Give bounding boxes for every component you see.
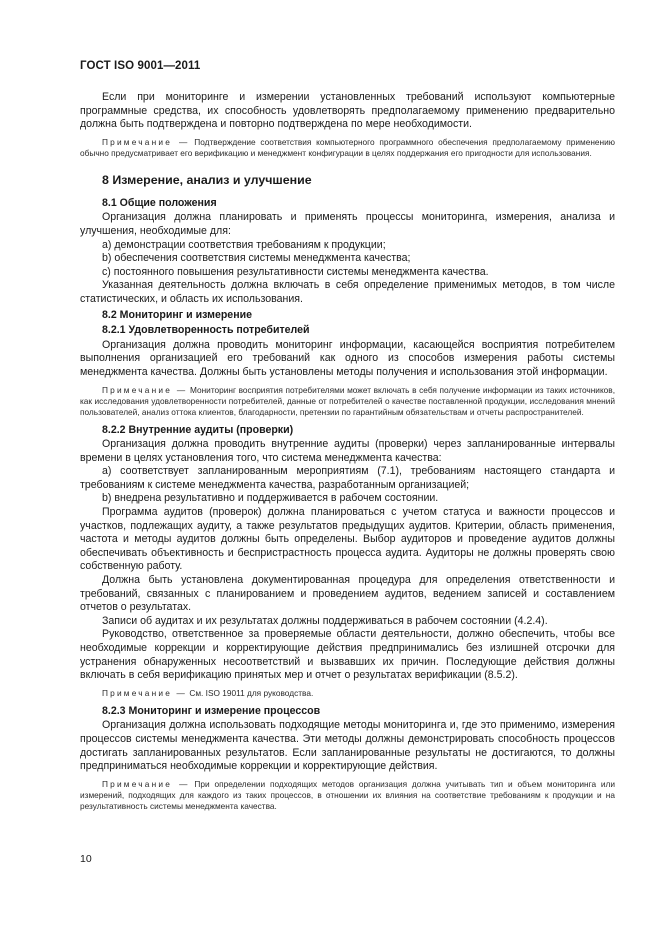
- section-8-1-paragraph-2: Указанная деятельность должна включать в себя определение применимых методов, в том числе статистических, и область их использования.: [80, 279, 615, 305]
- section-8-2-2-title: 8.2.2 Внутренние аудиты (проверки): [102, 423, 294, 436]
- note-iso-19011: [80, 688, 615, 699]
- note-software: [80, 137, 615, 159]
- note-label: Примечание —: [102, 778, 190, 789]
- note-label: Примечание —: [102, 136, 190, 147]
- section-8-1-title: 8.1 Общие положения: [102, 196, 217, 209]
- section-8-title: 8 Измерение, анализ и улучшение: [102, 172, 312, 187]
- page-number: 10: [80, 853, 92, 865]
- section-8-2-2-paragraph-2: Программа аудитов (проверок) должна планироваться с учетом статуса и важности процессов и участков, подлежащих аудиту, а также результатов предыдущих аудитов. Критерии, область применения, частота и методы аудитов должны быть определены. Выбор аудиторов и проведение аудитов должны обеспечивать объективность и беспристрастность процесса аудита. Аудиторы не должны проверять свою собственную работу.: [80, 506, 615, 573]
- section-8-2-2-paragraph-4: Записи об аудитах и их результатах должны поддерживаться в рабочем состоянии (4.2.4).: [102, 614, 548, 627]
- note-text: При определении подходящих методов организация должна учитывать тип и объем мониторинга или измерений, подходящих для каждого из таких процессов, в отношении их влияния на соответствие требованиям к продукции и на результативность системы менеджмента качества.: [80, 778, 616, 811]
- section-8-2-2-paragraph-3: Должна быть установлена документированная процедура для определения ответственности и требований, связанных с планированием и проведением аудитов, ведением записей и составлением отчетов о результатах.: [80, 574, 615, 614]
- note-customer-perception: [80, 385, 615, 418]
- note-text: См. ISO 19011 для руководства.: [187, 687, 314, 698]
- list-item: а) демонстрации соответствия требованиям к продукции;: [102, 238, 386, 251]
- section-8-2-1-paragraph: Организация должна проводить мониторинг информации, касающейся восприятия потребителем выполнения организацией его требований как одного из способов измерения работы системы менеджмента качества. Должны быть установлены методы получения и использования этой информации.: [80, 338, 615, 378]
- list-item: b) обеспечения соответствия системы менеджмента качества;: [102, 252, 411, 265]
- section-8-2-3-title: 8.2.3 Мониторинг и измерение процессов: [102, 704, 321, 717]
- section-8-2-2-paragraph-5: Руководство, ответственное за проверяемые области деятельности, должно обеспечить, чтобы все необходимые коррекции и корректирующие действия предпринимались без излишней отсрочки для устранения обнаруженных несоответствий и вызвавших их причин. Последующие действия должны включать в себя верификацию принятых мер и отчет о результатах верификации (8.5.2).: [80, 628, 615, 682]
- section-8-2-3-paragraph: Организация должна использовать подходящие методы мониторинга и, где это применимо, измерения процессов системы менеджмента качества. Эти методы должны демонстрировать способность процессов достигать запланированных результатов. Если запланированные результаты не достигаются, то должны предприниматься необходимые коррекции и корректирующие действия.: [80, 719, 615, 773]
- note-label: Примечание —: [102, 687, 188, 698]
- page-header: ГОСТ ISO 9001—2011: [80, 60, 201, 72]
- intro-paragraph: Если при мониторинге и измерении установленных требований используют компьютерные программные средства, их способность удовлетворять предполагаемому применению предварительно должна быть подтверждена и повторно подтверждена по мере необходимости.: [80, 91, 615, 131]
- list-item: с) постоянного повышения результативности системы менеджмента качества.: [102, 265, 489, 278]
- section-8-2-1-title: 8.2.1 Удовлетворенность потребителей: [102, 324, 310, 337]
- list-item: b) внедрена результативно и поддерживается в рабочем состоянии.: [102, 492, 439, 505]
- section-8-2-2-paragraph: Организация должна проводить внутренние аудиты (проверки) через запланированные интервалы времени в целях установления того, что система менеджмента качества:: [80, 438, 615, 464]
- section-8-1-paragraph: Организация должна планировать и применять процессы мониторинга, измерения, анализа и улучшения, необходимые для:: [80, 211, 615, 237]
- note-text: Подтверждение соответствия компьютерного программного обеспечения предполагаемому применению обычно предусматривает его верификацию и менеджмент конфигурации в целях поддержания его пригодности для использования.: [80, 136, 615, 158]
- note-text: Мониторинг восприятия потребителями может включать в себя получение информации из таких источников, как исследования удовлетворенности потребителей, данные от потребителей о качестве поставленной продукции, исследования мнений пользователей, анализ оттока клиентов, благодарности, претензии по гарантийным обязательствам и отчеты распространителей.: [80, 384, 615, 417]
- list-item: а) соответствует запланированным мероприятиям (7.1), требованиям настоящего стандарта и требованиям к системе менеджмента качества, разработанным организацией;: [80, 465, 615, 491]
- section-8-2-title: 8.2 Мониторинг и измерение: [102, 308, 252, 321]
- note-label: Примечание —: [102, 384, 188, 395]
- note-process-methods: [80, 779, 615, 812]
